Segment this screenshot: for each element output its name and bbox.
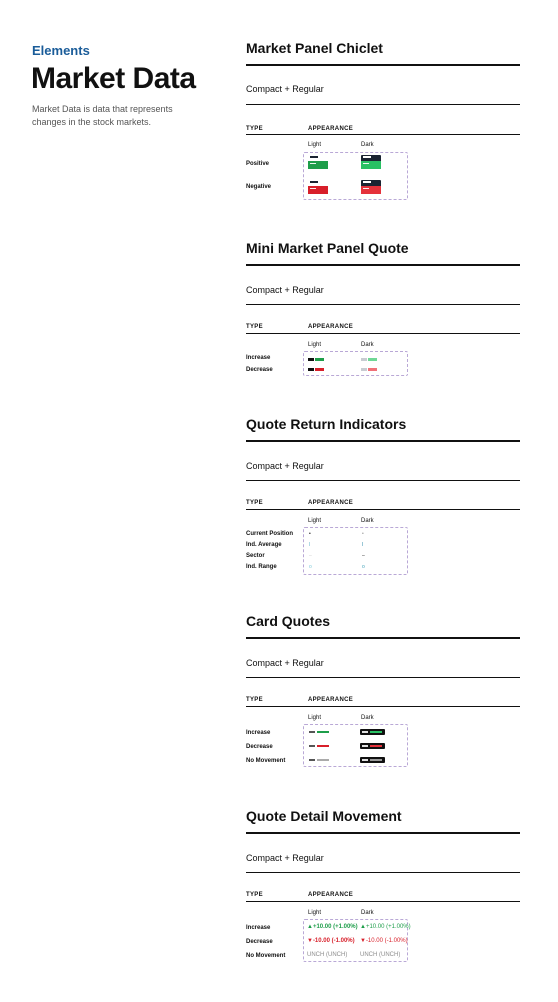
page-description: Market Data is data that represents changes in the stock markets.: [32, 104, 173, 127]
section-divider: [246, 440, 520, 442]
card-quote-price: [362, 745, 368, 747]
subtitle-divider: [246, 480, 520, 481]
ind-average-icon: I: [362, 542, 364, 548]
card-quote-decrease-light: [307, 743, 332, 749]
sector-icon: –: [309, 553, 312, 559]
mini-quote-change: [368, 368, 377, 371]
section-divider: [246, 264, 520, 266]
column-light: Light: [308, 910, 322, 916]
chiclet-value: [363, 163, 369, 164]
chiclet-label: [310, 156, 318, 158]
quote-detail-increase-light: ▲+10.00 (+1.00%): [307, 924, 358, 930]
card-quote-change: [317, 745, 329, 747]
column-dark: Dark: [361, 715, 374, 721]
header-type: TYPE: [246, 126, 263, 132]
header-divider: [246, 509, 520, 510]
page-title: Market Data: [31, 62, 196, 95]
chiclet-negative-light: [308, 180, 328, 194]
mini-quote-symbol: [361, 368, 367, 371]
section-subtitle: Compact + Regular: [246, 853, 324, 863]
card-quote-price: [309, 759, 315, 761]
row-label-negative: Negative: [246, 184, 272, 190]
mini-quote-symbol: [308, 368, 314, 371]
subtitle-divider: [246, 677, 520, 678]
column-light: Light: [308, 715, 322, 721]
row-label-no-movement: No Movement: [246, 758, 286, 764]
header-type: TYPE: [246, 324, 263, 330]
row-label-decrease: Decrease: [246, 939, 273, 945]
chiclet-value: [310, 163, 316, 164]
sector-icon: –: [362, 553, 365, 559]
header-type: TYPE: [246, 500, 263, 506]
quote-detail-unchanged-light: UNCH (UNCH): [307, 952, 348, 958]
chiclet-positive-dark: [361, 155, 381, 169]
subtitle-divider: [246, 104, 520, 105]
section-divider: [246, 832, 520, 834]
card-quote-price: [362, 759, 368, 761]
header-divider: [246, 901, 520, 902]
card-quote-change: [370, 759, 382, 761]
quote-detail-unchanged-dark: UNCH (UNCH): [360, 952, 401, 958]
column-dark: Dark: [361, 518, 374, 524]
column-light: Light: [308, 142, 322, 148]
quote-detail-decrease-dark: ▼-10.00 (-1.00%): [360, 938, 408, 944]
card-quote-unchanged-light: [307, 757, 332, 763]
chiclet-negative-dark: [361, 180, 381, 194]
card-quote-increase-light: [307, 729, 332, 735]
mini-quote-change: [315, 368, 324, 371]
row-label-positive: Positive: [246, 161, 270, 167]
row-label-ind-range: Ind. Range: [246, 564, 277, 570]
section-subtitle: Compact + Regular: [246, 285, 324, 295]
mini-quote-symbol: [308, 358, 314, 361]
appearance-preview-box: [303, 152, 408, 200]
appearance-preview-box: [303, 351, 408, 376]
mini-quote-symbol: [361, 358, 367, 361]
section-title: Quote Return Indicators: [246, 416, 407, 432]
card-quote-change: [370, 731, 382, 733]
column-light: Light: [308, 342, 322, 348]
header-appearance: APPEARANCE: [308, 500, 354, 506]
chiclet-positive-light: [308, 155, 328, 169]
chiclet-value: [363, 188, 369, 189]
header-appearance: APPEARANCE: [308, 697, 354, 703]
appearance-preview-box: [303, 919, 411, 962]
current-position-icon: •: [362, 531, 364, 537]
card-quote-price: [309, 731, 315, 733]
card-quote-price: [362, 731, 368, 733]
section-title: Market Panel Chiclet: [246, 40, 383, 56]
chiclet-label: [310, 181, 318, 183]
section-subtitle: Compact + Regular: [246, 461, 324, 471]
row-label-ind-average: Ind. Average: [246, 542, 282, 548]
mini-quote-change: [368, 358, 377, 361]
section-title: Quote Detail Movement: [246, 808, 402, 824]
column-dark: Dark: [361, 910, 374, 916]
header-type: TYPE: [246, 697, 263, 703]
card-quote-unchanged-dark: [360, 757, 385, 763]
column-dark: Dark: [361, 342, 374, 348]
quote-detail-decrease-light: ▼-10.00 (-1.00%): [307, 938, 355, 944]
row-label-increase: Increase: [246, 925, 271, 931]
section-subtitle: Compact + Regular: [246, 84, 324, 94]
header-appearance: APPEARANCE: [308, 892, 354, 898]
chiclet-value: [310, 188, 316, 189]
header-appearance: APPEARANCE: [308, 324, 354, 330]
header-appearance: APPEARANCE: [308, 126, 354, 132]
section-title: Mini Market Panel Quote: [246, 240, 409, 256]
section-divider: [246, 64, 520, 66]
row-label-no-movement: No Movement: [246, 953, 286, 959]
column-dark: Dark: [361, 142, 374, 148]
appearance-preview-box: [303, 724, 408, 767]
subtitle-divider: [246, 304, 520, 305]
chiclet-label: [363, 156, 371, 158]
row-label-current-position: Current Position: [246, 531, 294, 537]
ind-average-icon: I: [309, 542, 311, 548]
row-label-decrease: Decrease: [246, 367, 273, 373]
header-divider: [246, 134, 520, 135]
mini-quote-change: [315, 358, 324, 361]
ind-range-icon: o: [309, 564, 312, 570]
card-quote-price: [309, 745, 315, 747]
section-subtitle: Compact + Regular: [246, 658, 324, 668]
header-divider: [246, 706, 520, 707]
row-label-increase: Increase: [246, 730, 271, 736]
card-quote-change: [317, 731, 329, 733]
appearance-preview-box: [303, 527, 408, 575]
card-quote-change: [317, 759, 329, 761]
section-divider: [246, 637, 520, 639]
row-label-sector: Sector: [246, 553, 265, 559]
header-type: TYPE: [246, 892, 263, 898]
current-position-icon: •: [309, 531, 311, 537]
row-label-increase: Increase: [246, 355, 271, 361]
card-quote-change: [370, 745, 382, 747]
card-quote-decrease-dark: [360, 743, 385, 749]
header-divider: [246, 333, 520, 334]
card-quote-increase-dark: [360, 729, 385, 735]
section-title: Card Quotes: [246, 613, 331, 629]
chiclet-label: [363, 181, 371, 183]
eyebrow-label: Elements: [32, 43, 90, 58]
subtitle-divider: [246, 872, 520, 873]
row-label-decrease: Decrease: [246, 744, 273, 750]
quote-detail-increase-dark: ▲+10.00 (+1.00%): [360, 924, 411, 930]
column-light: Light: [308, 518, 322, 524]
ind-range-icon: o: [362, 564, 365, 570]
